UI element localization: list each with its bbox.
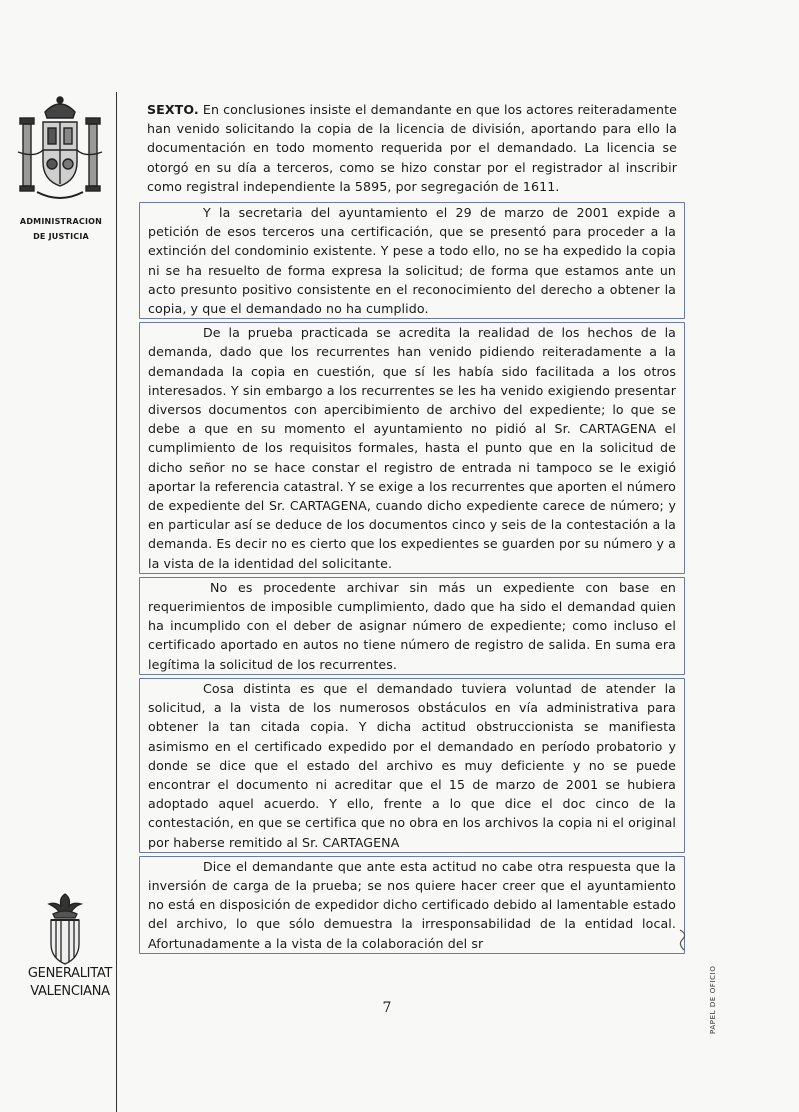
side-label: PAPEL DE OFICIO xyxy=(709,965,717,1034)
paragraph-text: Y la secretaria del ayuntamiento el 29 de marzo de 2001 expide a petición de esos terceros una certificación, que se presentó para proceder a la extinción del condominio existente. Y pese a todo ello, no se ha expedido la copia ni se ha resuelto de forma expresa la solicitud; de forma que estamos ante un acto presunto positivo consistente en el reconocimiento del derecho a obtener la copia, y que el demandado no ha cumplido. xyxy=(148,205,676,317)
paragraph-text: De la prueba practicada se acredita la realidad de los hechos de la demanda, dado que los recurrentes han venido pidiendo reiteradamente a la demandada la copia en cuestión, que sí les había sido facilitada a los otros interesados. Y sin embargo a los recurrentes se les ha venido exigiendo presentar diversos documentos con apercibimiento de archivo del expediente; lo que se debe a que en su momento el ayuntamiento no pidió al Sr. CARTAGENA el cumplimiento de los requisitos formales, hasta el punto que en la solicitud de dicho señor no se hace constar el registro de entrada ni tampoco se le exigió aportar la referencia catastral. Y se exige a los recurrentes que aporten el número de expediente del Sr. CARTAGENA, cuando dicho expediente carece de número; y en particular así se deduce de los documentos cinco y seis de la contestación a la demanda. Es decir no es cierto que los expedientes se guarden por su número y a la vista de la identidad del solicitante. xyxy=(148,325,676,571)
page-number: 7 xyxy=(382,1000,392,1016)
org-line-2: VALENCIANA xyxy=(30,984,110,999)
paragraph-cosa-distinta xyxy=(139,678,685,853)
paragraph-archivar xyxy=(139,577,685,675)
document-body xyxy=(147,100,677,954)
paragraph-text: En conclusiones insiste el demandante en que los actores reiteradamente han venido solicitando la copia de la licencia de división, aportando para ello la documentación en todo momento requerida por el demandado. La licencia se otorgó en su día a terceros, como se hizo constar por el registrador al inscribir como registral independiente la 5895, por segregación de 1611. xyxy=(147,102,678,194)
margin-divider xyxy=(116,92,117,1112)
handwritten-mark-icon xyxy=(676,928,690,952)
paragraph-text: Cosa distinta es que el demandado tuviera voluntad de atender la solicitud, a la vista de los numerosos obstáculos en vía administrativa para obtener la tan citada copia. Y dicha actitud obstruccionista se manifiesta asimismo en el certificado expedido por el demandado en período probatorio y donde se dice que el estado del archivo es muy deficiente y no se puede encontrar el documento ni acreditar que el 15 de marzo de 2001 se hubiera adoptado aquel acuerdo. Y ello, frente a lo que dice el doc cinco de la contestación, en que se certifica que no obra en los archivos la copia ni el original por haberse remitido al Sr. CARTAGENA xyxy=(148,680,676,850)
paragraph-text: No es procedente archivar sin más un expediente con base en requerimientos de imposible cumplimiento, dado que ha sido el demandad quien ha incumplido con el deber de asignar número de expediente; como incluso el certificado aportado en autos no tiene número de registro de salida. En suma era legítima la solicitud de los recurrentes. xyxy=(148,579,676,672)
org-line-1: GENERALITAT xyxy=(27,966,113,981)
paragraph-prueba xyxy=(139,322,685,574)
admin-line-2: DE JUSTICIA xyxy=(33,232,89,241)
paragraph-secretaria xyxy=(139,202,685,319)
admin-line-1: ADMINISTRACION xyxy=(19,217,103,226)
section-heading: SEXTO. xyxy=(147,102,199,117)
generalitat-label xyxy=(26,965,114,1001)
paragraph-text: Dice el demandante que ante esta actitud no cabe otra respuesta que la inversión de carga de la prueba; se nos quiere hacer creer que el ayuntamiento no está en disposición de expedidor dicho certificado debido al lamentable estado del archivo, lo que sólo demuestra la irresponsabilidad de la entidad local. Afortunadamente a la vista de la colaboración del sr xyxy=(148,858,676,951)
coat-of-arms-icon xyxy=(15,92,105,212)
paragraph-dice-demandante xyxy=(139,856,685,954)
administration-label xyxy=(14,214,108,244)
generalitat-logo-icon xyxy=(35,888,95,968)
paragraph-sexto xyxy=(147,100,677,196)
